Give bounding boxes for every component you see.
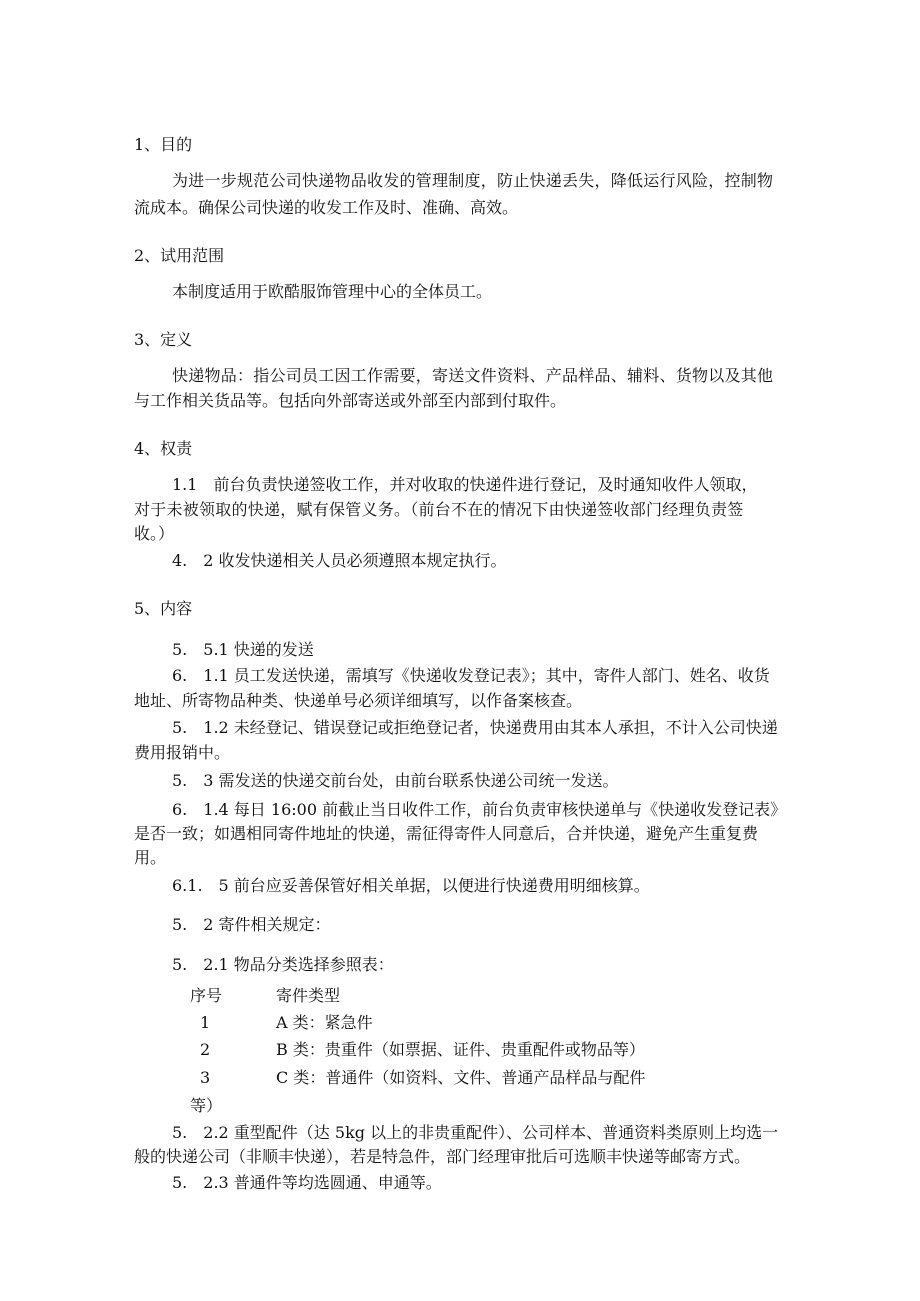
section-5-line-2a: 6. 1.1 员工发送快递，需填写《快递收发登记表》；其中，寄件人部门、姓名、收货 [172, 666, 770, 685]
section-5-heading: 5、内容 [134, 599, 193, 618]
section-5-line-2b: 地址、所寄物品种类、快递单号必须详细填写，以作备案核查。 [134, 691, 583, 710]
section-5-line-7: 5. 2 寄件相关规定： [172, 915, 331, 934]
table-row-1-type: A 类：紧急件 [276, 1013, 373, 1032]
table-header-no: 序号 [190, 986, 223, 1005]
section-5-line-3b: 费用报销中。 [134, 743, 231, 762]
section-5-line-8: 5. 2.1 物品分类选择参照表： [172, 955, 394, 974]
section-5-line-3a: 5. 1.2 未经登记、错误登记或拒绝登记者，快递费用由其本人承担，不计入公司快递 [172, 718, 778, 737]
section-4-para-1-line-1: 1.1 前台负责快递签收工作，并对收取的快递件进行登记，及时通知收件人领取， [172, 475, 758, 494]
section-1-body-line-2: 流成本。确保公司快递的收发工作及时、准确、高效。 [134, 198, 519, 217]
section-4-heading: 4、权责 [134, 439, 193, 458]
section-5-line-4: 5. 3 需发送的快递交前台处，由前台联系快递公司统一发送。 [172, 771, 619, 790]
table-row-3-type: C 类：普通件（如资料、文件、普通产品样品与配件 [276, 1068, 646, 1087]
section-5-line-5b: 是否一致；如遇相同寄件地址的快递，需征得寄件人同意后，合并快递，避免产生重复费 [134, 824, 759, 843]
table-row-3-wrap: 等） [190, 1096, 223, 1115]
section-5-line-1: 5. 5.1 快递的发送 [172, 640, 314, 659]
section-5-line-9a: 5. 2.2 重型配件（达 5kg 以上的非贵重配件）、公司样本、普通资料类原则上均选一 [172, 1123, 779, 1142]
section-4-para-1-line-2: 对于未被领取的快递，赋有保管义务。（前台不在的情况下由快递签收部门经理负责签 [134, 500, 744, 519]
section-5-line-5a: 6. 1.4 每日 16:00 前截止当日收件工作，前台负责审核快递单与《快递收发登记表》 [172, 800, 787, 819]
section-2-body: 本制度适用于欧酷服饰管理中心的全体员工。 [172, 282, 493, 301]
table-row-3-no: 3 [200, 1068, 211, 1087]
table-row-2-type: B 类：贵重件（如票据、证件、贵重配件或物品等） [276, 1040, 645, 1059]
table-header-type: 寄件类型 [276, 986, 341, 1005]
section-3-heading: 3、定义 [134, 330, 193, 349]
section-5-line-6: 6.1. 5 前台应妥善保管好相关单据，以便进行快递费用明细核算。 [172, 876, 650, 895]
section-5-line-10: 5. 2.3 普通件等均选圆通、申通等。 [172, 1173, 442, 1192]
section-4-para-2: 4. 2 收发快递相关人员必须遵照本规定执行。 [172, 551, 507, 570]
table-row-2-no: 2 [200, 1040, 211, 1059]
section-5-line-9b: 般的快递公司（非顺丰快递），若是特急件，部门经理审批后可选顺丰快递等邮寄方式。 [134, 1147, 751, 1166]
section-3-body-line-2: 与工作相关货品等。包括向外部寄送或外部至内部到付取件。 [134, 391, 567, 410]
table-row-1-no: 1 [200, 1013, 211, 1032]
section-4-para-1-line-3: 收。） [134, 524, 175, 543]
section-1-heading: 1、目的 [134, 135, 193, 154]
section-3-body-line-1: 快递物品：指公司员工因工作需要，寄送文件资料、产品样品、辅料、货物以及其他 [172, 366, 774, 385]
section-1-body-line-1: 为进一步规范公司快递物品收发的管理制度，防止快递丢失，降低运行风险，控制物 [172, 171, 774, 190]
section-5-line-5c: 用。 [134, 848, 167, 867]
section-2-heading: 2、试用范围 [134, 246, 225, 265]
